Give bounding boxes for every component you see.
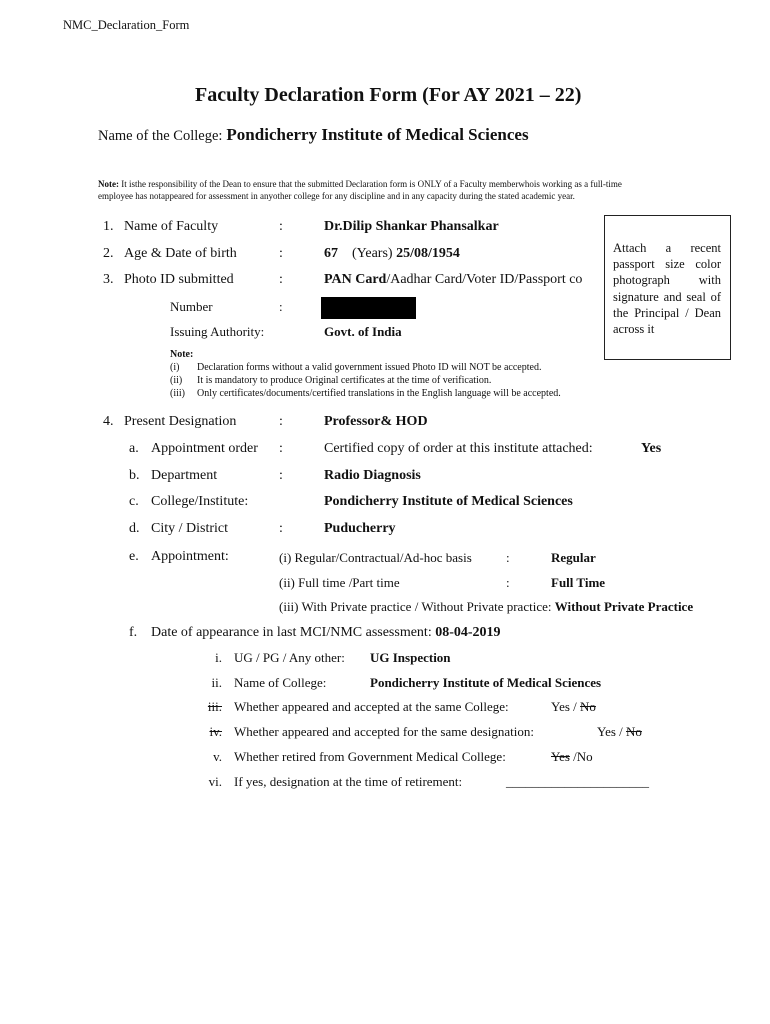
- fulltime-sep: :: [506, 575, 510, 590]
- issuing-authority-value: Govt. of India: [324, 324, 402, 339]
- city-value: Puducherry: [324, 521, 396, 536]
- roman-num-ii: ii.: [211, 675, 222, 690]
- id-number-sep: :: [279, 299, 283, 314]
- retired-options: Yes /No: [551, 749, 593, 764]
- id-note-num-3: (iii): [170, 388, 185, 399]
- fulltime-label: (ii) Full time /Part time: [279, 575, 400, 590]
- page-title: Faculty Declaration Form (For AY 2021 – 22): [195, 84, 582, 106]
- same-college-label: Whether appeared and accepted at the same College:: [234, 699, 509, 714]
- age-dob-label: Age & Date of birth: [124, 246, 237, 261]
- issuing-authority-label: Issuing Authority:: [170, 324, 265, 339]
- college-line: [98, 125, 529, 145]
- document-filename: NMC_Declaration_Form: [63, 18, 190, 32]
- roman-num-iv: iv.: [209, 724, 222, 739]
- same-college-yes: Yes: [551, 699, 570, 714]
- retired-label: Whether retired from Government Medical College:: [234, 749, 506, 764]
- assessment-value: 08-04-2019: [435, 625, 501, 640]
- id-note-text-3: Only certificates/documents/certified translations in the English language will be accepted.: [197, 388, 561, 399]
- name-of-faculty-sep: :: [279, 219, 283, 234]
- assessed-college-value: Pondicherry Institute of Medical Sciences: [370, 675, 602, 690]
- roman-num-i: i.: [215, 650, 222, 665]
- id-note-num-2: (ii): [170, 375, 183, 386]
- photo-attach-instructions: Attach a recent passport size color photograph with signature and seal of the Principal / Dean across it: [613, 241, 721, 337]
- sub-num-b: b.: [129, 468, 140, 483]
- id-note-text-1: Declaration forms without a valid government issued Photo ID will NOT be accepted.: [197, 362, 542, 373]
- same-college-options: Yes / No: [551, 699, 596, 714]
- college-value: Pondicherry Institute of Medical Sciences: [226, 125, 529, 144]
- same-designation-yes: Yes: [597, 724, 616, 739]
- name-of-faculty-value: Dr.Dilip Shankar Phansalkar: [324, 219, 499, 234]
- designation-label: Present Designation: [124, 414, 237, 429]
- designation-sep: :: [279, 414, 283, 429]
- field-num-1: 1.: [103, 219, 114, 234]
- photo-id-value: [324, 272, 582, 288]
- appointment-basis-sep: :: [506, 550, 510, 565]
- retired-no: No: [576, 749, 593, 764]
- department-sep: :: [279, 468, 283, 483]
- appointment-type-label: Appointment:: [151, 549, 229, 564]
- same-designation-options: Yes / No: [597, 724, 642, 739]
- appointment-order-label: Appointment order: [151, 441, 258, 456]
- id-number-label: Number: [170, 299, 213, 314]
- age-dob-sep: :: [279, 246, 283, 261]
- age-years-unit: (Years): [352, 246, 393, 261]
- city-sep: :: [279, 521, 283, 536]
- appointment-basis-label: (i) Regular/Contractual/Ad-hoc basis: [279, 550, 472, 565]
- age-dob-value: [324, 246, 460, 262]
- dob-value: 25/08/1954: [396, 246, 460, 261]
- redacted-id-number: [321, 297, 416, 319]
- age-value: 67: [324, 246, 338, 261]
- roman-num-vi: vi.: [208, 774, 222, 789]
- assessed-college-label: Name of College:: [234, 675, 327, 690]
- photo-id-sep: :: [279, 272, 283, 287]
- dean-note-label: Note:: [98, 179, 119, 189]
- assessment-row: [151, 625, 501, 641]
- sub-num-c: c.: [129, 494, 139, 509]
- photo-id-label: Photo ID submitted: [124, 272, 234, 287]
- photo-id-selected: PAN Card: [324, 272, 387, 287]
- sub-num-f: f.: [129, 625, 138, 640]
- institute-label: College/Institute:: [151, 494, 249, 509]
- same-designation-no: No: [626, 724, 642, 739]
- dean-note-line2: employee has notappeared for assessment in anyother college for any discipline and in any capacity during the stated academic year.: [98, 191, 575, 201]
- fulltime-value: Full Time: [551, 575, 606, 590]
- private-practice-label: (iii) With Private practice / Without Private practice:: [279, 599, 552, 614]
- field-num-4: 4.: [103, 414, 114, 429]
- field-num-2: 2.: [103, 246, 114, 261]
- retirement-designation-blank[interactable]: ______________________: [506, 774, 649, 789]
- sub-num-e: e.: [129, 549, 139, 564]
- college-label: Name of the College:: [98, 128, 223, 144]
- appointment-order-value: Yes: [641, 441, 662, 456]
- appointment-order-sep: :: [279, 441, 283, 456]
- retirement-designation-label: If yes, designation at the time of retirement:: [234, 774, 463, 789]
- field-num-3: 3.: [103, 272, 114, 287]
- city-label: City / District: [151, 521, 228, 536]
- ug-pg-value: UG Inspection: [370, 650, 451, 665]
- same-college-no: No: [580, 699, 596, 714]
- id-note-text-2: It is mandatory to produce Original certificates at the time of verification.: [197, 375, 492, 386]
- dean-note-line1: [98, 179, 622, 189]
- sub-num-a: a.: [129, 441, 139, 456]
- private-practice-row: [279, 599, 693, 615]
- appointment-basis-value: Regular: [551, 550, 596, 565]
- ug-pg-label: UG / PG / Any other:: [234, 650, 345, 665]
- dean-note-text1: It isthe responsibility of the Dean to ensure that the submitted Declaration form is ONLY of a Faculty memberwhois working as a full-time: [119, 179, 622, 189]
- appointment-order-text: Certified copy of order at this institute attached:: [324, 441, 593, 456]
- name-of-faculty-label: Name of Faculty: [124, 219, 219, 234]
- photo-id-options: /Aadhar Card/Voter ID/Passport co: [386, 272, 583, 287]
- department-value: Radio Diagnosis: [324, 468, 421, 483]
- same-designation-label: Whether appeared and accepted for the same designation:: [234, 724, 534, 739]
- retired-yes: Yes: [551, 749, 570, 764]
- id-note-num-1: (i): [170, 362, 180, 373]
- roman-num-iii: iii.: [207, 699, 222, 714]
- sub-num-d: d.: [129, 521, 140, 536]
- private-practice-value: Without Private Practice: [554, 599, 694, 614]
- id-note-label: Note:: [170, 349, 194, 360]
- institute-value: Pondicherry Institute of Medical Sciences: [324, 494, 573, 509]
- department-label: Department: [151, 468, 218, 483]
- designation-value: Professor& HOD: [324, 414, 428, 429]
- assessment-label: Date of appearance in last MCI/NMC assessment:: [151, 625, 432, 640]
- roman-num-v: v.: [213, 749, 222, 764]
